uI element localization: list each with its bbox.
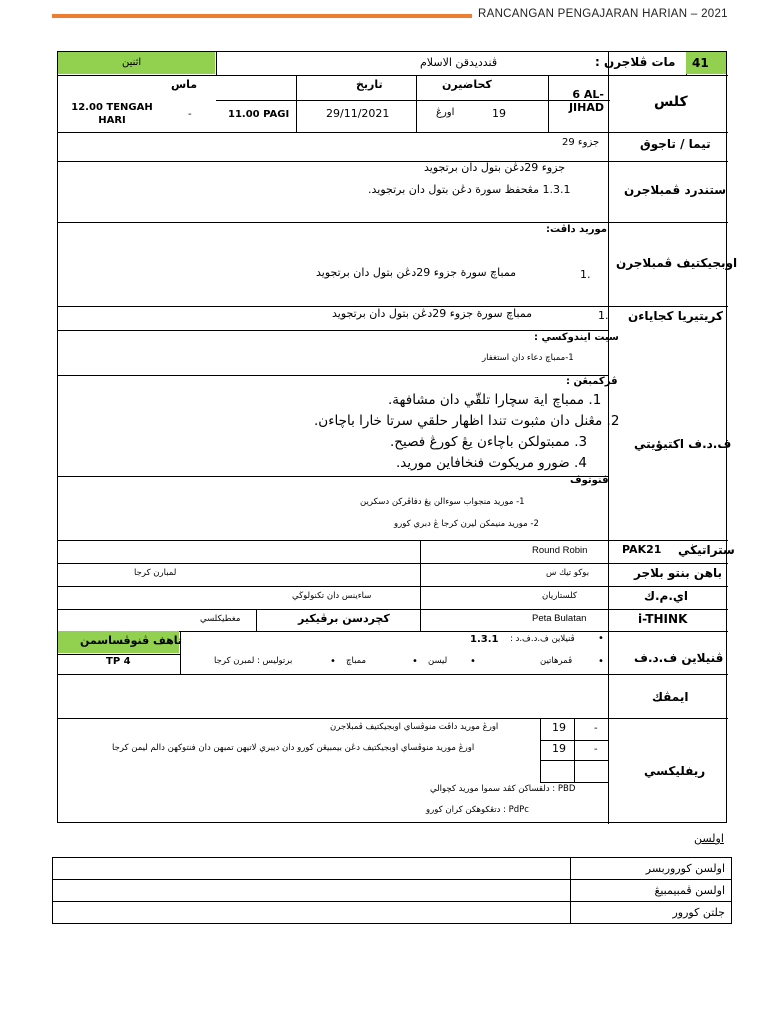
bahan-value-1: بوكو تيك س [546, 568, 590, 578]
ulasan-row-label: اولسن ڤمبيمبيڠ [571, 880, 732, 902]
attendance-unit: اورڠ [436, 107, 455, 118]
time-dash: - [188, 109, 192, 120]
ulasan-input[interactable] [53, 902, 571, 924]
emk-value-2: ساءينس دان تكنولوڬي [292, 591, 372, 601]
ithink-label: i-THINK [638, 612, 688, 626]
kecerdasan-value: مغطيكلسي [200, 614, 241, 624]
mata-pelajaran-label: مات ڤلاجرن : [595, 55, 676, 69]
lesson-date: 29/11/2021 [326, 107, 390, 120]
class-name: 6 AL-JIHAD [568, 88, 604, 114]
day-value: اثنين [122, 57, 142, 68]
table-row [53, 880, 732, 902]
bullet-4: • [412, 656, 418, 667]
perkembangan-item-3: 3. ممبتولكن باچاءن يڠ كورڠ فصيح. [390, 434, 588, 450]
bullet-5: • [330, 656, 336, 667]
refleksi-pdpc: PdPc : دتڠكوهكن كران كورو [426, 805, 529, 815]
strategi-label: ستراتيڬي [678, 543, 735, 557]
ulasan-row-label: جلتن كورور [571, 902, 732, 924]
kriteria-label: كريتيريا كجاياءن [628, 309, 723, 323]
objektif-label: اوبجيكتيف ڤمبلاجرن [616, 256, 738, 270]
header-accent-bar [52, 14, 472, 18]
tema-value: جزوء 29 [562, 137, 600, 148]
kriteria-num: 1. [598, 309, 609, 322]
bahan-value-2: لمبارن كرجا [134, 568, 177, 578]
bahan-label: باهن بنتو بلاجر [634, 566, 723, 580]
kecerdasan-label: كچردسن برڤيكير [298, 612, 390, 625]
kehadiran-label: كحاضيرن [442, 78, 492, 91]
tahap-label: تاهف ڤنوڤساسمن [80, 634, 183, 647]
emk-label: اي.م.ك [644, 589, 689, 603]
attendance-count: 19 [492, 107, 506, 120]
method-3: ممباچ [346, 656, 367, 666]
subject-value: ڤندديدقن الاسلام [420, 56, 498, 69]
perkembangan-item-2: 2. مڠنل دان مثبوت تندا اظهار حلقي سرتا خارا باچاءن. [314, 413, 620, 429]
impak-label: ايمڤك [652, 690, 689, 704]
ulasan-table [52, 857, 732, 924]
perkembangan-item-4: 4. ضورو مريكوت فنخافاين موريد. [396, 455, 587, 471]
strategi-value: Round Robin [532, 545, 588, 556]
refleksi-label: ريفليكسي [644, 764, 706, 778]
standard-line-2: 1.3.1 مڠحفظ سورة دڠن بتول دان برتجويد. [368, 183, 571, 196]
refleksi-count-1: 19 [552, 721, 566, 734]
set-induksi-item: 1-ممباچ دعاء دان استغفار [482, 353, 574, 363]
lesson-number: 41 [692, 56, 709, 70]
refleksi-pbd: PBD : دلقساكن كڤد سموا موريد كچوالي [430, 784, 576, 794]
masa-label: ماس [171, 78, 198, 91]
standard-label: ستندرد ڤمبلاجرن [624, 183, 727, 197]
standard-line-1: جزوء 29دڠن بتول دان برتجويد [424, 161, 566, 174]
pak21-label: PAK21 [622, 543, 662, 556]
penilaian-label: ڤنيلاين ف.د.ف [634, 651, 724, 665]
tarikh-label: تاريخ [356, 78, 383, 91]
ulasan-input[interactable] [53, 858, 571, 880]
perkembangan-item-1: 1. ممباچ اية سچارا تلقّي دان مشافهة. [388, 392, 602, 408]
refleksi-text-2: اورڠ موريد منوڤساي اوبجيكتيف دڠن بيمبيڠن كورو دان ديبري لاتيهن تمبهن دان فنتوكهن دالم ليمن كرجا [112, 743, 475, 753]
penutup-item-1: 1- موريد منجواب سوءالن يڠ دفاڤركن دسكرين [360, 497, 525, 507]
set-induksi-head: سيت ايندوكسي : [534, 332, 619, 343]
time-end: 12.00 TENGAH HARI [71, 102, 153, 126]
objektif-item: ممباچ سورة جزوء 29دڠن بتول دان برتجويد [316, 266, 517, 279]
document-title: RANCANGAN PENGAJARAN HARIAN – 2021 [478, 8, 728, 20]
objektif-head: موريد داڤت: [546, 224, 607, 235]
refleksi-text-1: اورڠ موريد داڤت منوڤساي اوبجيكتيف ڤمبلاجرن [330, 722, 499, 732]
penutup-head: ڤنوتوڤ [570, 475, 609, 486]
ulasan-row-label: اولسن كوروربسر [571, 858, 732, 880]
penilaian-standard: ڤنيلاين ف.د.ف.د : [510, 634, 575, 644]
method-2: ليسن [428, 656, 448, 666]
refleksi-dash-1: - [594, 723, 598, 734]
objektif-num: 1. [580, 268, 591, 281]
aktiviti-label: ف.د.ف اكتيؤيتي [634, 437, 732, 451]
bullet-2: • [598, 656, 604, 667]
ulasan-title: اولسن [694, 832, 724, 845]
perkembangan-head: ڤركمبڠن : [566, 376, 618, 387]
penilaian-std-code: 1.3.1 [470, 634, 499, 645]
refleksi-dash-2: - [594, 744, 598, 755]
ulasan-input[interactable] [53, 880, 571, 902]
table-row [53, 858, 732, 880]
refleksi-count-2: 19 [552, 742, 566, 755]
tp-value: TP 4 [106, 656, 131, 667]
tema-label: تيما / تاجوق [640, 137, 711, 151]
ithink-value: Peta Bulatan [532, 613, 587, 624]
kelas-label: كلس [654, 94, 688, 110]
emk-value-1: كلستاريان [542, 591, 577, 601]
penutup-item-2: 2- موريد منيمكن ليرن كرجا ڠ دبري كورو [394, 519, 539, 529]
bullet-3: • [470, 656, 476, 667]
time-start: 11.00 PAGI [228, 109, 290, 120]
kriteria-item: ممباچ سورة جزوء 29دڠن بتول دان برتجويد [332, 307, 533, 320]
bullet-1: • [598, 633, 604, 644]
method-4: برتوليس : لمبرن كرجا [214, 656, 293, 666]
method-1: ڤمرهاتين [540, 656, 573, 666]
table-row [53, 902, 732, 924]
